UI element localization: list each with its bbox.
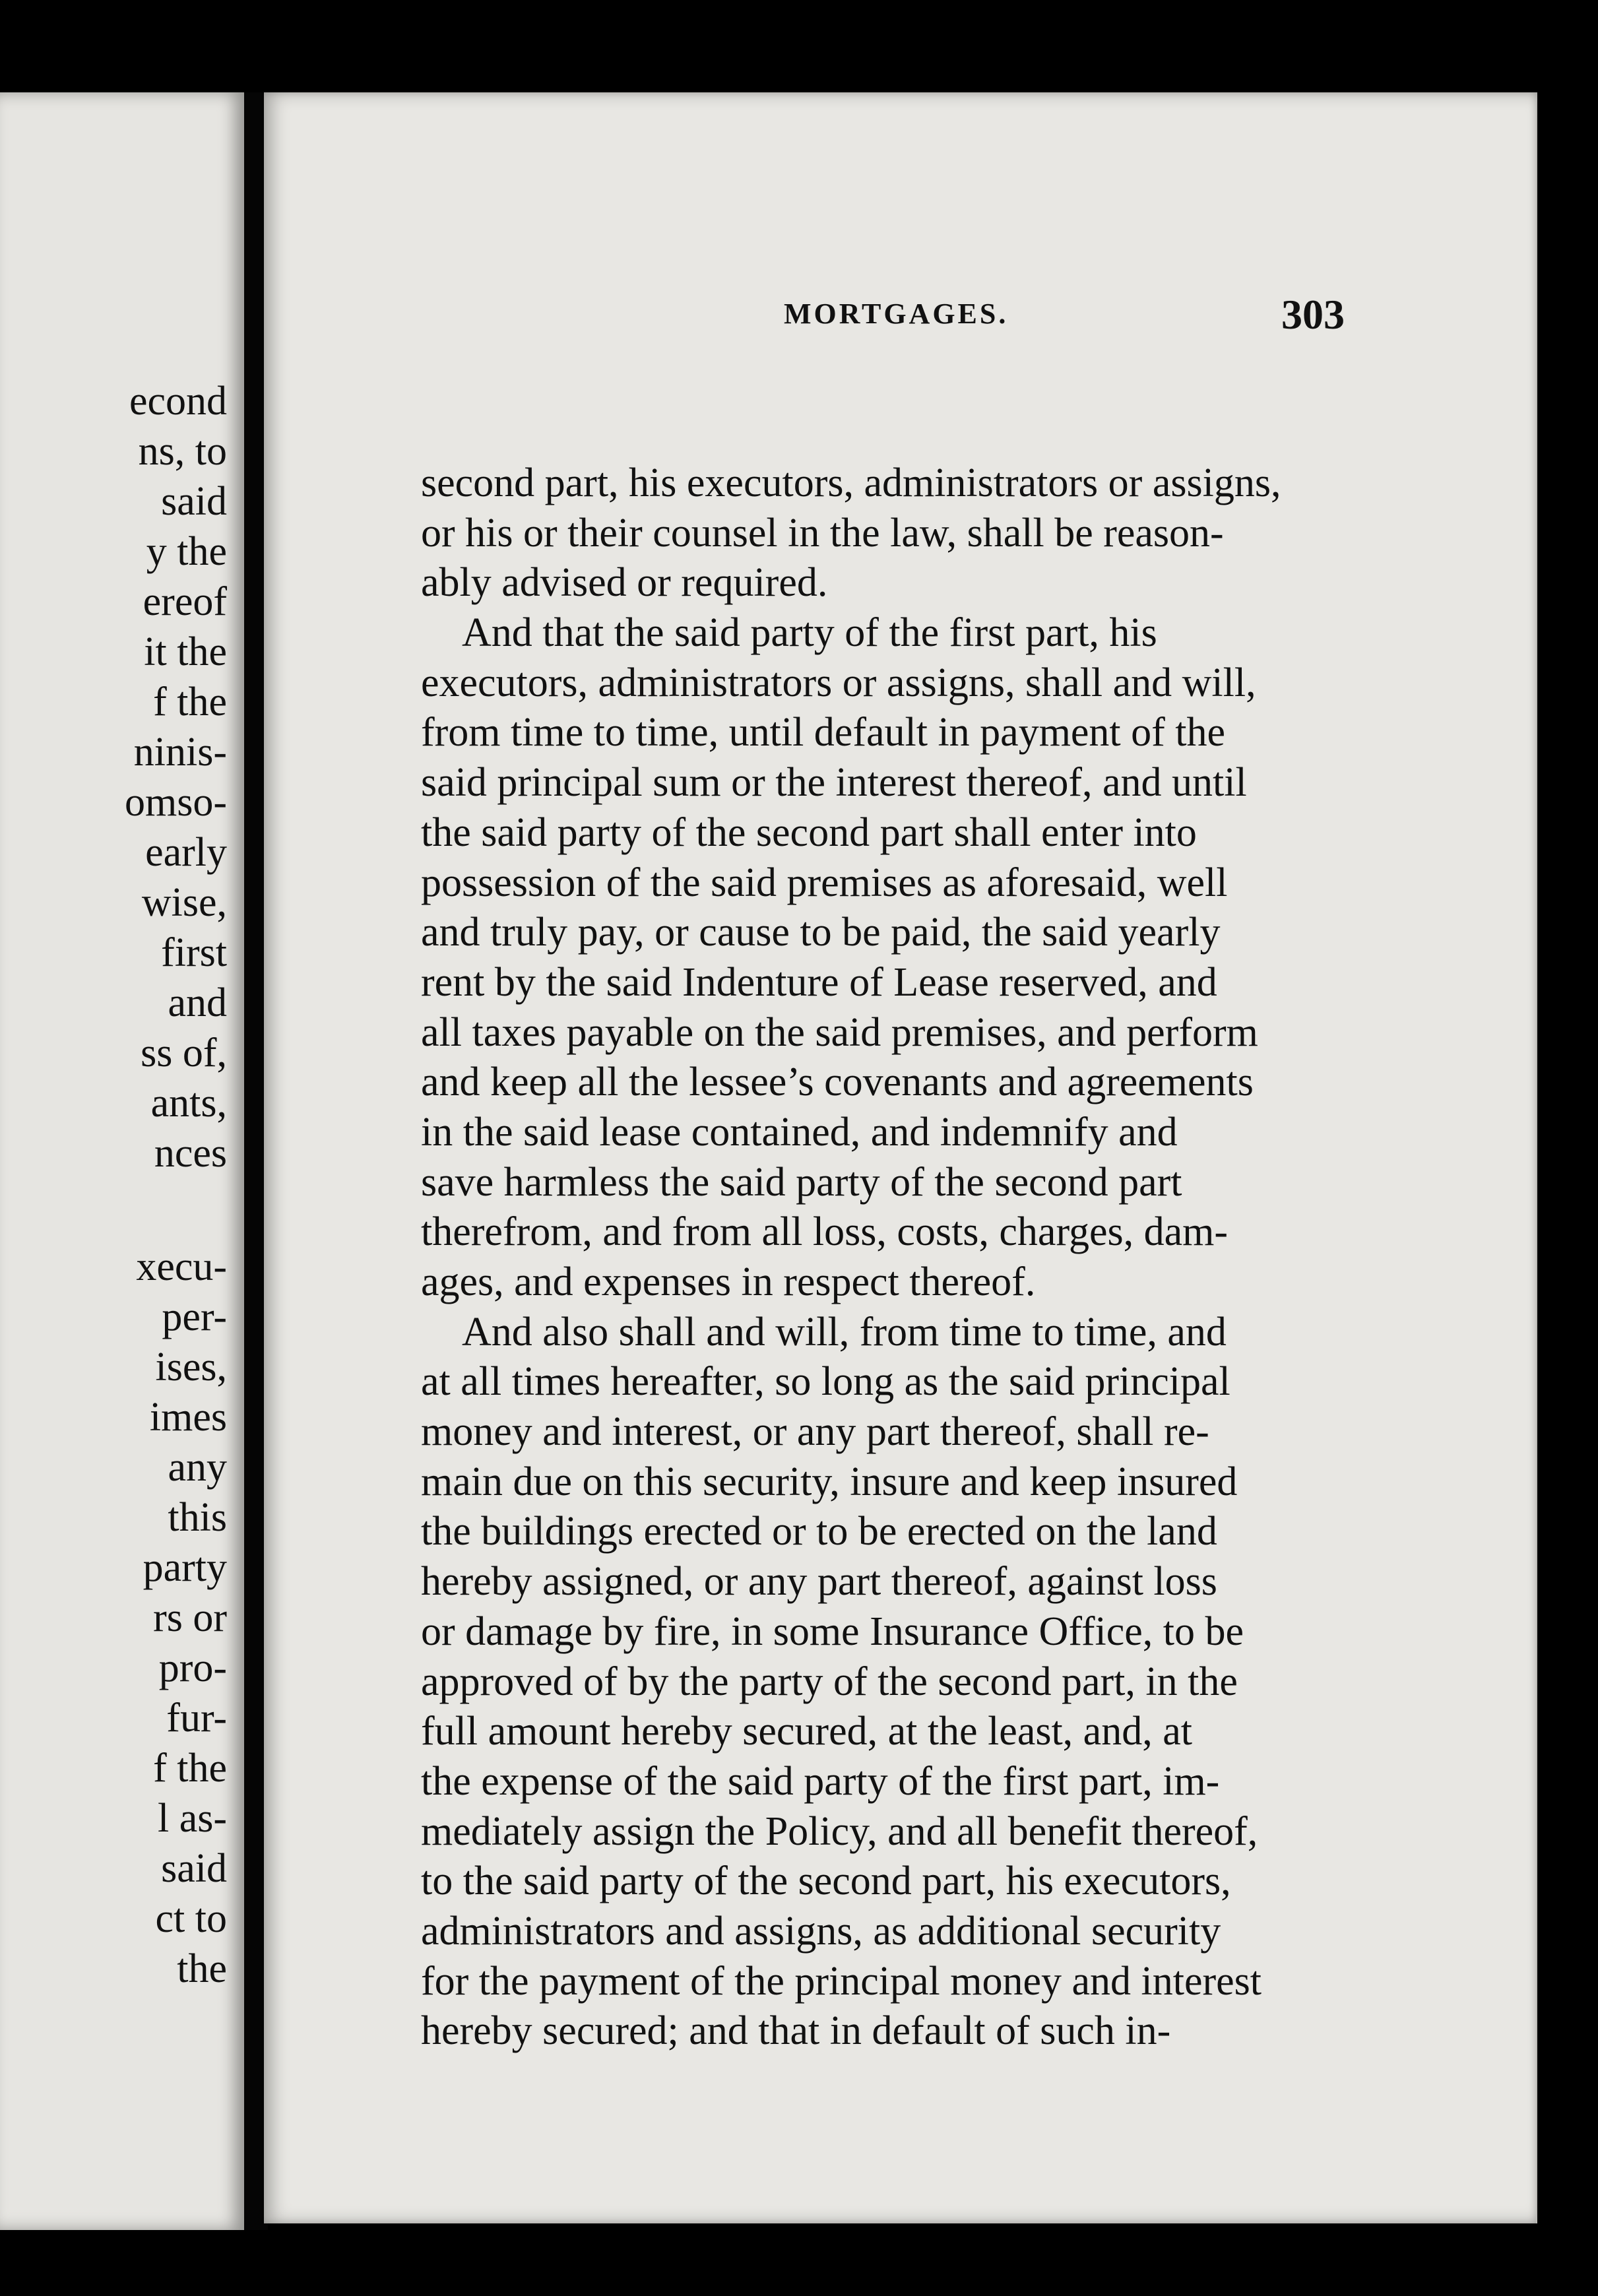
left-page-line: omso- [125, 780, 227, 825]
left-page-line: any [168, 1445, 227, 1490]
left-page-line: y the [146, 529, 227, 574]
left-page-line: and [168, 980, 227, 1025]
left-page-line: per- [162, 1294, 227, 1339]
left-page-line: ants, [150, 1081, 227, 1126]
right-margin-shadow [1537, 92, 1598, 2230]
left-page-line: ises, [155, 1345, 227, 1389]
text-line: second part, his executors, administrators or assigns, [421, 461, 1281, 505]
text-line: ably advised or required. [421, 560, 828, 606]
text-line: hereby assigned, or any part thereof, against loss [421, 1559, 1217, 1605]
text-line: hereby secured; and that in default of such in- [421, 2008, 1171, 2054]
text-line: therefrom, and from all loss, costs, charges, dam- [421, 1209, 1229, 1255]
text-line: or damage by fire, in some Insurance Office, to be [421, 1609, 1244, 1654]
left-page-line: ereof [143, 579, 227, 624]
text-line: the expense of the said party of the first part, im- [421, 1758, 1220, 1804]
left-page-line: ns, to [138, 429, 227, 474]
left-page-line: ct to [155, 1896, 227, 1941]
text-line: money and interest, or any part thereof, shall re- [421, 1409, 1209, 1455]
left-page-line: said [161, 1846, 227, 1891]
left-page-line: said [161, 479, 227, 524]
left-page-line: pro- [158, 1645, 227, 1690]
left-page-line: ninis- [133, 730, 227, 775]
left-page-line: econd [129, 379, 227, 424]
text-line: for the payment of the principal money and interest [421, 1958, 1262, 2004]
text-line: the said party of the second part shall enter into [421, 810, 1197, 855]
text-line: in the said lease contained, and indemnify and [421, 1109, 1178, 1155]
left-page-line: this [168, 1495, 227, 1540]
left-page-line: ss of, [141, 1031, 227, 1075]
left-page-fragment [0, 92, 244, 2230]
text-line: full amount hereby secured, at the least, and, at [421, 1709, 1192, 1754]
left-page-line: early [145, 830, 227, 875]
running-head-title: MORTGAGES. [784, 298, 1009, 330]
left-page-line: nces [154, 1131, 227, 1176]
left-page-line: fur- [166, 1696, 227, 1740]
right-page [264, 92, 1537, 2223]
left-page-line: f the [153, 680, 227, 724]
text-line: to the said party of the second part, his executors, [421, 1859, 1231, 1904]
text-line: rent by the said Indenture of Lease reserved, and [421, 959, 1217, 1005]
running-head [264, 290, 1537, 343]
text-line: and keep all the lessee’s covenants and agreements [421, 1060, 1254, 1105]
text-line: possession of the said premises as aforesaid, well [421, 860, 1228, 905]
text-line: And that the said party of the first part, his [462, 610, 1157, 656]
left-page-line: it the [144, 629, 227, 674]
text-line: at all times hereafter, so long as the said principal [421, 1359, 1230, 1405]
left-page-line: f the [153, 1746, 227, 1791]
page-number: 303 [1281, 291, 1345, 338]
text-line: said principal sum or the interest thereof, and until [421, 760, 1247, 806]
left-page-line: rs or [153, 1595, 227, 1640]
text-line: mediately assign the Policy, and all benefit thereof, [421, 1808, 1258, 1854]
left-page-line: wise, [141, 880, 227, 925]
text-line: executors, administrators or assigns, shall and will, [421, 660, 1256, 705]
text-line: from time to time, until default in payment of the [421, 710, 1226, 755]
text-line: all taxes payable on the said premises, and perform [421, 1009, 1258, 1055]
text-line: approved of by the party of the second part, in the [421, 1659, 1238, 1704]
left-page-line: imes [149, 1395, 227, 1440]
text-line: administrators and assigns, as additional security [421, 1908, 1221, 1954]
text-line: or his or their counsel in the law, shall be reason- [421, 510, 1224, 556]
text-line: And also shall and will, from time to time, and [462, 1309, 1227, 1355]
left-page-line: l as- [157, 1796, 227, 1841]
text-line: the buildings erected or to be erected on the land [421, 1509, 1217, 1554]
text-line: ages, and expenses in respect thereof. [421, 1260, 1036, 1304]
text-line: main due on this security, insure and keep insured [421, 1459, 1238, 1504]
left-page-line: xecu- [136, 1244, 227, 1289]
body-text [421, 459, 1537, 2057]
left-page-line: first [161, 930, 227, 975]
text-line: and truly pay, or cause to be paid, the said yearly [421, 910, 1221, 955]
left-page-line: party [143, 1545, 227, 1590]
left-page-line: the [177, 1946, 227, 1991]
text-line: save harmless the said party of the second part [421, 1159, 1182, 1205]
